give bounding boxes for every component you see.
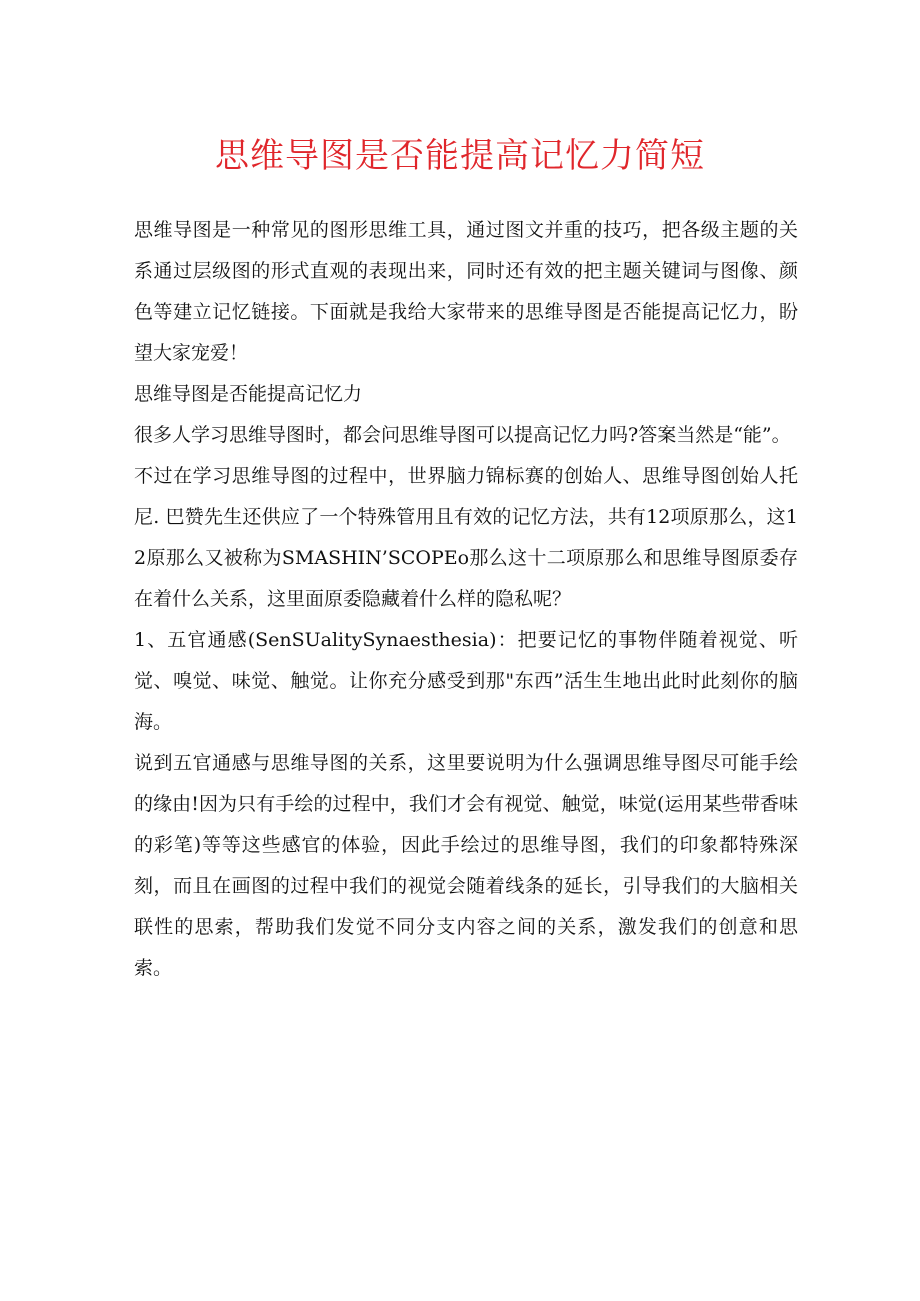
document-title: 思维导图是否能提高记忆力简短 [215, 136, 705, 176]
document-body [134, 210, 798, 989]
question-paragraph: 很多人学习思维导图时，都会问思维导图可以提高记忆力吗?答案当然是“能”。 [134, 424, 791, 446]
principle-1-paragraph: 1、五官通感(SenSUalitySynaesthesia)：把要记忆的事物伴随着视觉、听觉、嗅觉、味觉、触觉。让你充分感受到那"东西”活生生地出此时此刻你的脑海。 [134, 629, 798, 733]
relation-paragraph: 说到五官通感与思维导图的关系，这里要说明为什么强调思维导图尽可能手绘的缘由!因为只有手绘的过程中，我们才会有视觉、触觉，味觉(运用某些带香味的彩笔)等等这些感官的体验，因此手绘过的思维导图，我们的印象都特殊深刻，而且在画图的过程中我们的视觉会随着线条的延长，引导我们的大脑相关联性的思索，帮助我们发觉不同分支内容之间的关系，激发我们的创意和思索。 [134, 752, 798, 979]
section-heading: 思维导图是否能提高记忆力 [134, 383, 363, 405]
method-paragraph: 不过在学习思维导图的过程中，世界脑力锦标赛的创始人、思维导图创始人托尼. 巴赞先生还供应了一个特殊管用且有效的记忆方法，共有12项原那么，这12原那么又被称为SMASHIN’SCOPEo那么这十二项原那么和思维导图原委存在着什么关系，这里面原委隐藏着什么样的隐私呢？ [134, 465, 798, 610]
intro-paragraph: 思维导图是一种常见的图形思维工具，通过图文并重的技巧，把各级主题的关系通过层级图的形式直观的表现出来，同时还有效的把主题关键词与图像、颜色等建立记忆链接。下面就是我给大家带来的思维导图是否能提高记忆力，盼望大家宠爱！ [134, 219, 798, 364]
